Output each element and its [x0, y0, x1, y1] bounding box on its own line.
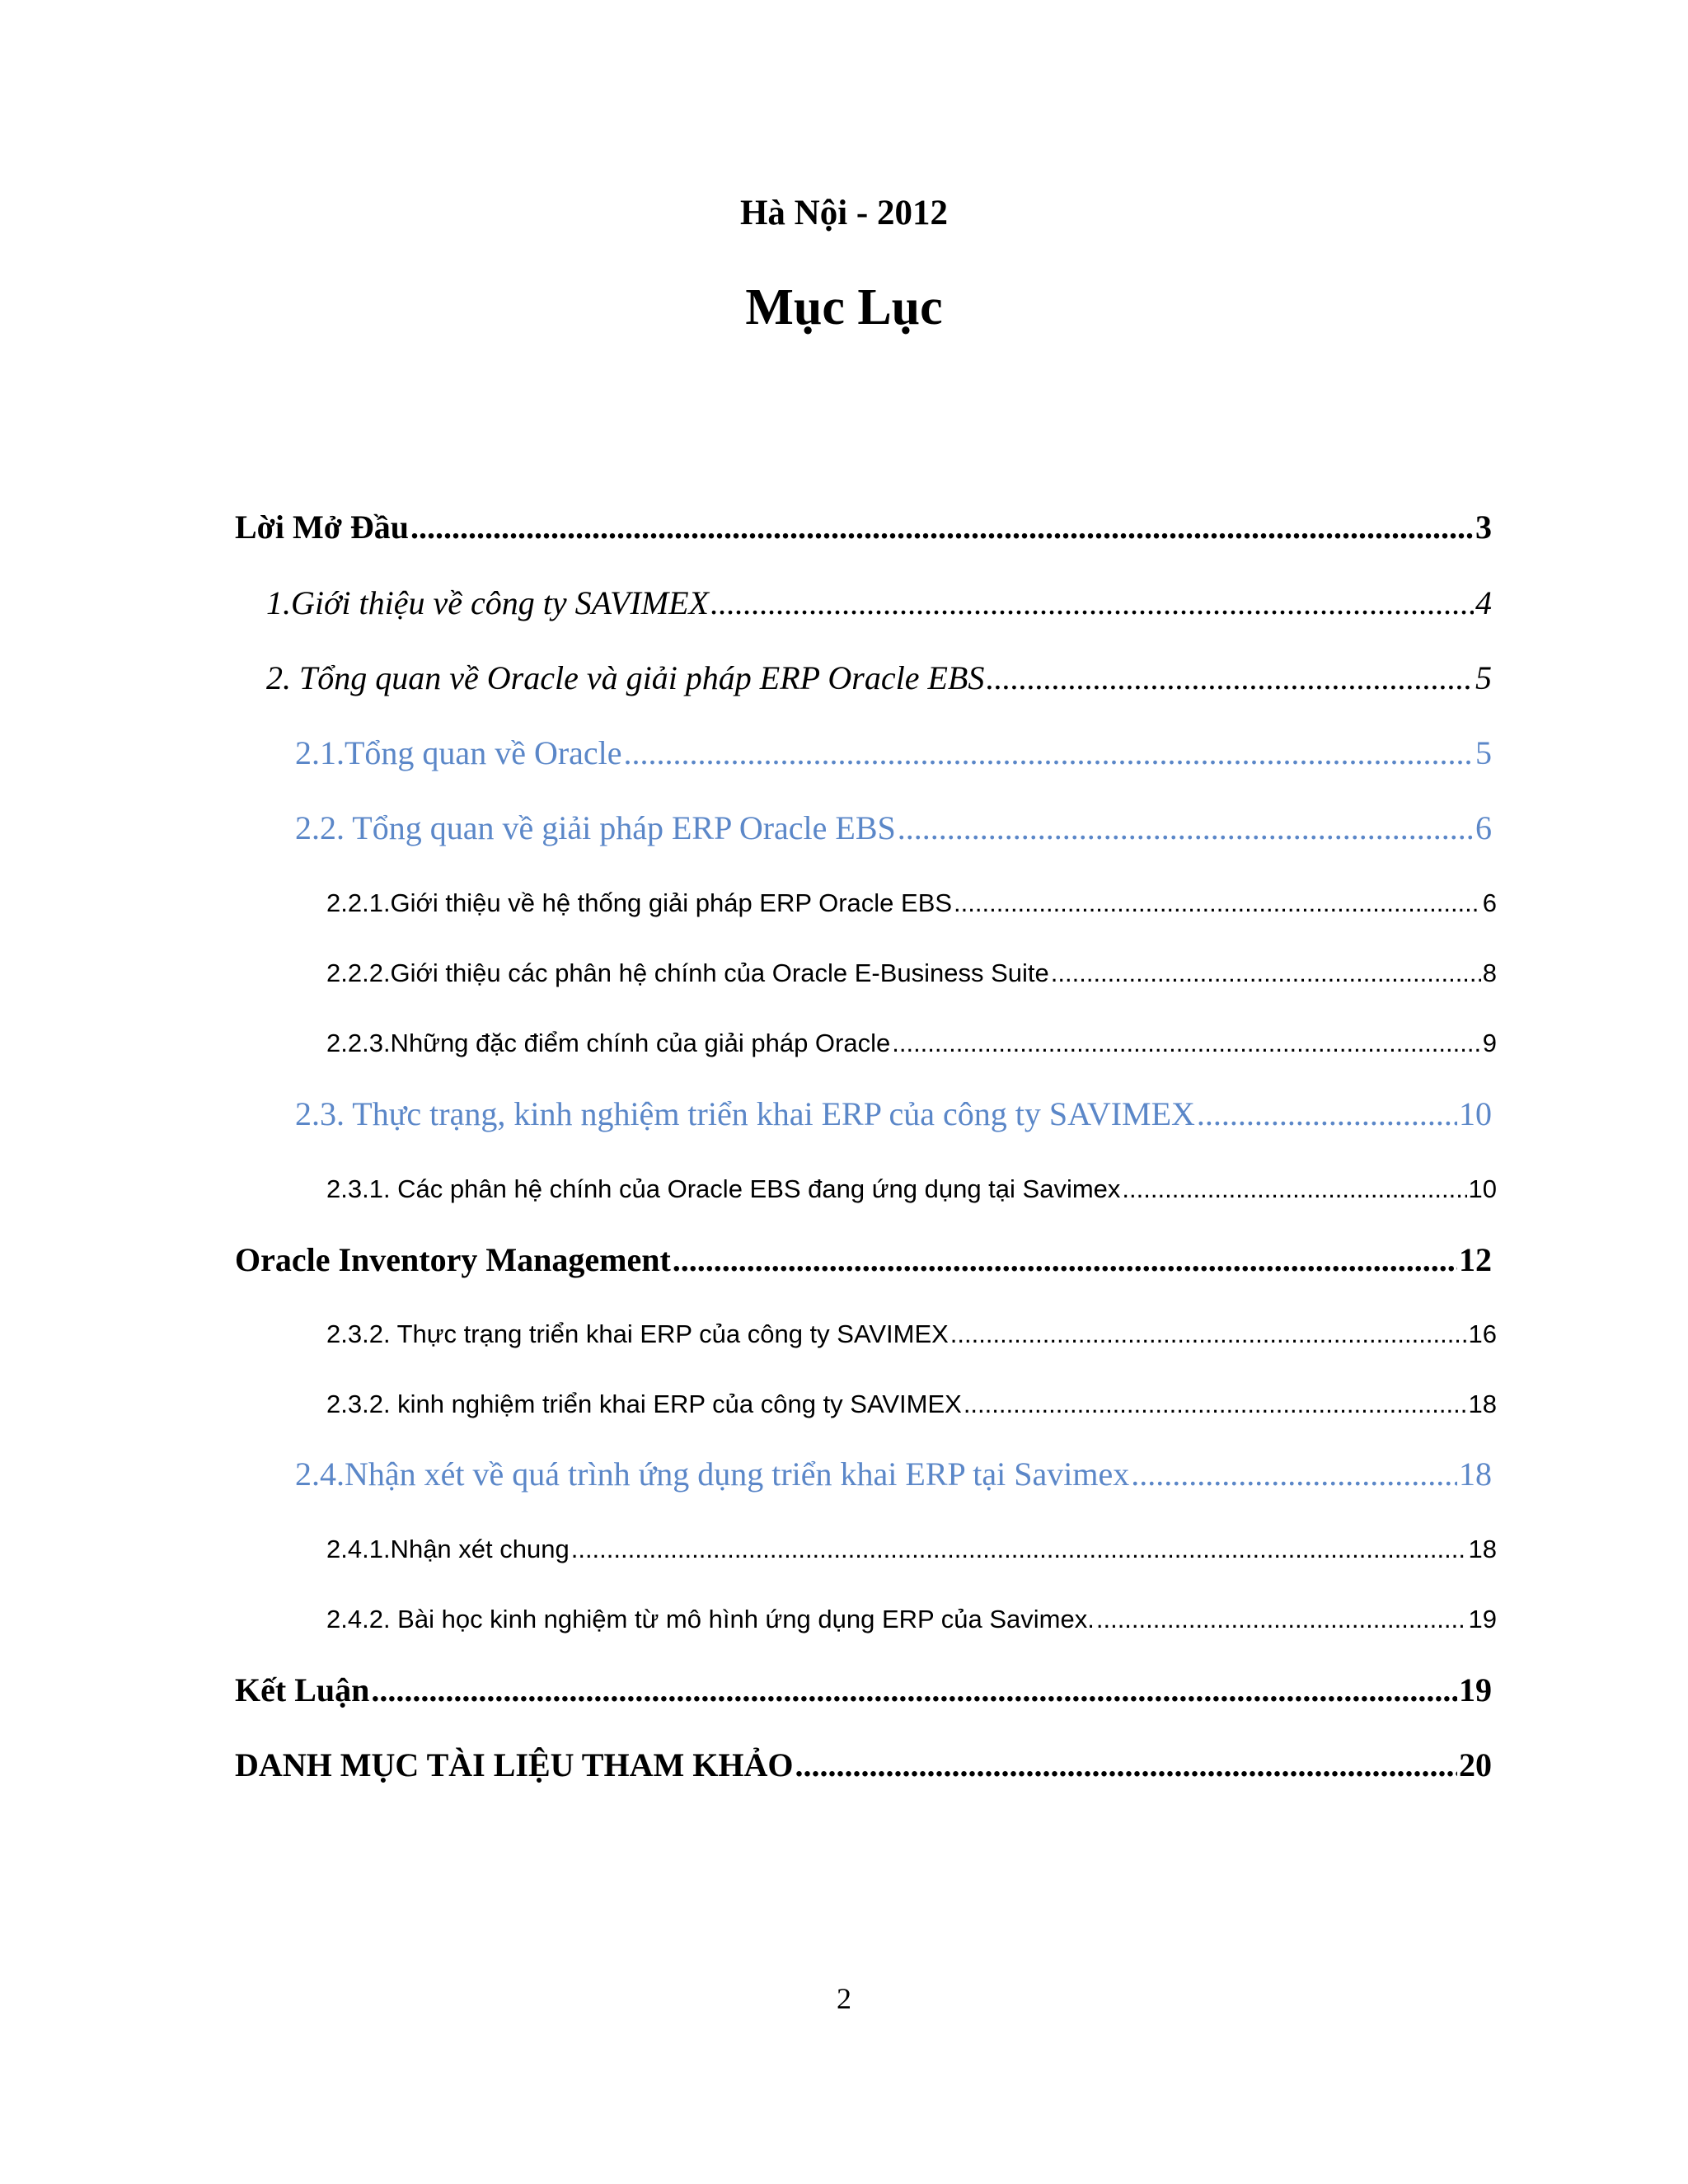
toc-leader-dots [1122, 1174, 1466, 1204]
page-number: 2 [837, 1982, 851, 2015]
toc-entry-page: 18 [1459, 1455, 1492, 1493]
toc-entry-label: Oracle Inventory Management [235, 1241, 671, 1278]
toc-entry-page: 9 [1482, 1029, 1497, 1057]
toc-entry-label: 2.3.1. Các phân hệ chính của Oracle EBS đang ứng dụng tại Savimex [326, 1174, 1121, 1203]
toc-leader-dots [410, 508, 1474, 546]
toc-entry-conclusion[interactable] [235, 1671, 1492, 1709]
toc-entry-page: 12 [1459, 1241, 1492, 1278]
toc-entry-label: Lời Mở Đầu [235, 509, 409, 546]
toc-leader-dots [710, 583, 1474, 622]
toc-entry-section-2-2-2[interactable] [326, 958, 1497, 988]
toc-entry-label: 2.4.2. Bài học kinh nghiệm từ mô hình ứng dụng ERP của Savimex. [326, 1605, 1095, 1633]
toc-leader-dots [371, 1671, 1457, 1709]
toc-entry-page: 5 [1475, 734, 1492, 771]
toc-entry-label: 2.3.2. kinh nghiệm triển khai ERP của công ty SAVIMEX [326, 1390, 962, 1418]
toc-entry-page: 10 [1459, 1095, 1492, 1132]
toc-entry-page: 10 [1468, 1174, 1497, 1203]
toc-entry-section-2-3-2-experience[interactable] [326, 1390, 1497, 1419]
toc-entry-label: 1.Giới thiệu về công ty SAVIMEX [266, 584, 709, 621]
toc-entry-page: 6 [1475, 809, 1492, 846]
toc-entry-page: 6 [1482, 888, 1497, 917]
toc-entry-label: 2.2.2.Giới thiệu các phân hệ chính của Oracle E-Business Suite [326, 958, 1049, 987]
toc-leader-dots [1096, 1605, 1467, 1634]
page-title: Mục Lục [745, 279, 943, 335]
toc-entry-section-2-4[interactable] [295, 1455, 1492, 1493]
toc-entry-label: 2.2.1.Giới thiệu về hệ thống giải pháp ERP Oracle EBS [326, 888, 953, 917]
toc-entry-section-1[interactable] [266, 583, 1492, 622]
toc-entry-section-2-2-3[interactable] [326, 1029, 1497, 1058]
toc-entry-page: 16 [1468, 1319, 1497, 1348]
toc-leader-dots [892, 1029, 1481, 1058]
toc-leader-dots [571, 1535, 1467, 1564]
toc-leader-dots [1197, 1094, 1457, 1133]
toc-entry-section-2-4-1[interactable] [326, 1535, 1497, 1564]
toc-leader-dots [950, 1319, 1467, 1349]
toc-entry-label: 2.2. Tổng quan về giải pháp ERP Oracle EBS [295, 809, 896, 846]
toc-leader-dots [795, 1746, 1457, 1784]
toc-entry-section-2-4-2[interactable] [326, 1605, 1497, 1634]
toc-entry-section-2-2-1[interactable] [326, 888, 1497, 918]
toc-entry-label: 2.3.2. Thực trạng triển khai ERP của công ty SAVIMEX [326, 1319, 949, 1348]
toc-leader-dots [1131, 1455, 1457, 1493]
toc-entry-label: 2.3. Thực trạng, kinh nghiệm triển khai ERP của công ty SAVIMEX [295, 1095, 1195, 1132]
toc-entry-label: 2. Tổng quan về Oracle và giải pháp ERP Oracle EBS [266, 659, 985, 696]
toc-entry-label: Kết Luận [235, 1671, 370, 1708]
toc-entry-page: 18 [1468, 1390, 1497, 1418]
toc-entry-label: 2.4.Nhận xét về quá trình ứng dụng triển khai ERP tại Savimex [295, 1455, 1130, 1493]
toc-leader-dots [898, 808, 1474, 847]
toc-entry-section-2-3-1[interactable] [326, 1174, 1497, 1204]
toc-leader-dots [954, 888, 1481, 918]
place-date: Hà Nội - 2012 [739, 194, 949, 232]
toc-entry-page: 20 [1459, 1746, 1492, 1783]
toc-entry-section-2-2[interactable] [295, 808, 1492, 847]
toc-entry-label: 2.2.3.Những đặc điểm chính của giải pháp Oracle [326, 1029, 891, 1057]
toc-entry-page: 5 [1475, 659, 1492, 696]
toc-entry-oracle-inventory[interactable] [235, 1240, 1492, 1279]
toc-leader-dots [964, 1390, 1467, 1419]
toc-entry-page: 4 [1475, 584, 1492, 621]
toc-leader-dots [986, 658, 1474, 697]
toc-entry-label: 2.1.Tổng quan về Oracle [295, 734, 622, 771]
toc-entry-page: 19 [1459, 1671, 1492, 1708]
toc-entry-page: 3 [1475, 509, 1492, 546]
toc-entry-section-2-1[interactable] [295, 733, 1492, 772]
toc-entry-page: 18 [1468, 1535, 1497, 1563]
toc-entry-references[interactable] [235, 1746, 1492, 1784]
toc-entry-label: 2.4.1.Nhận xét chung [326, 1535, 570, 1563]
toc-entry-page: 8 [1482, 958, 1497, 987]
toc-entry-section-2-3[interactable] [295, 1094, 1492, 1133]
toc-leader-dots [624, 733, 1474, 772]
toc-entry-section-2-3-2-status[interactable] [326, 1319, 1497, 1349]
toc-leader-dots [1051, 958, 1481, 988]
toc-entry-introduction[interactable] [235, 508, 1492, 546]
toc-entry-page: 19 [1468, 1605, 1497, 1633]
toc-entry-label: DANH MỤC TÀI LIỆU THAM KHẢO [235, 1746, 794, 1783]
toc-entry-section-2[interactable] [266, 658, 1492, 697]
toc-leader-dots [673, 1240, 1457, 1279]
